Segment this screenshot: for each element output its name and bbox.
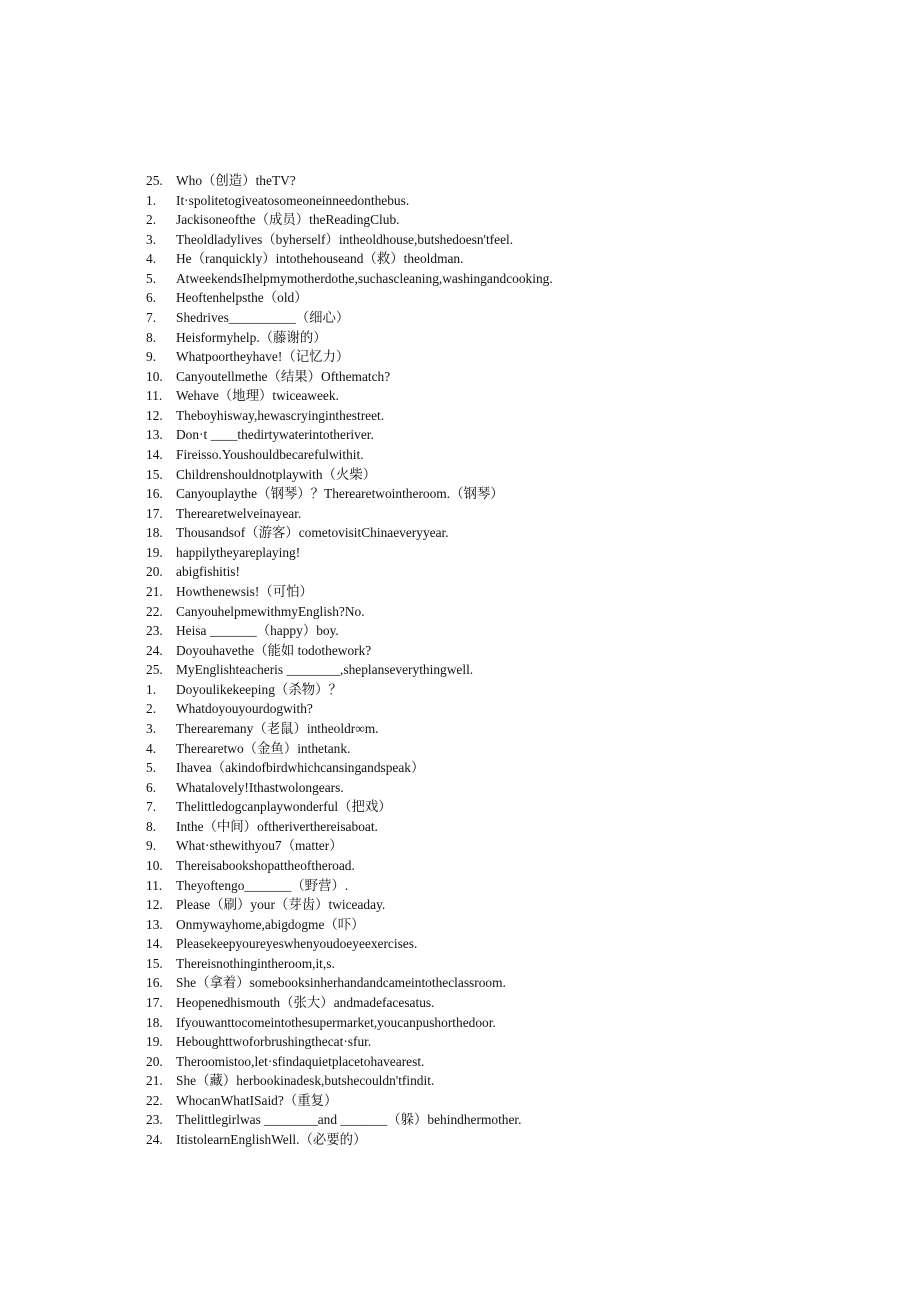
item-number: 22. (146, 603, 163, 619)
item-text: Wehave（地理）twiceaweek. (176, 388, 339, 404)
exercise-item (146, 741, 350, 757)
item-text: AtweekendsIhelpmymotherdothe,suchascleaning,washingandcooking. (176, 270, 553, 286)
exercise-item (146, 838, 343, 854)
exercise-item (146, 427, 374, 443)
exercise-item (146, 878, 348, 894)
item-number: 12. (146, 897, 163, 913)
item-number: 1. (146, 192, 157, 208)
item-text: Childrenshouldnotplaywith（火柴） (176, 466, 377, 482)
item-text: Onmywayhome,abigdogme（吓） (176, 916, 365, 932)
item-text: Please（刷）your（芽齿）twiceaday. (176, 897, 386, 913)
item-text: WhocanWhatISaid?（重复） (176, 1092, 338, 1108)
exercise-item (146, 271, 553, 287)
exercise-item (146, 467, 376, 483)
exercise-item (146, 232, 513, 248)
exercise-item (146, 721, 379, 737)
item-text: MyEnglishteacheris ________,sheplanseverythingwell. (176, 662, 474, 678)
item-text: Shedrives__________（细心） (176, 310, 350, 325)
item-number: 8. (146, 329, 157, 345)
item-number: 15. (146, 466, 163, 482)
item-text: Ihavea（akindofbirdwhichcansingandspeak） (176, 760, 425, 776)
item-number: 21. (146, 584, 163, 599)
exercise-item (146, 369, 390, 385)
item-number: 4. (146, 740, 157, 756)
item-text: She（藏）herbookinadesk,butshecouldn'tfindit. (176, 1073, 435, 1089)
item-number: 25. (146, 173, 163, 188)
item-text: Whatdoyouyourdogwith? (176, 701, 313, 717)
item-number: 14. (146, 447, 163, 462)
exercise-item (146, 623, 339, 639)
exercise-item (146, 1112, 522, 1128)
item-number: 5. (146, 270, 157, 286)
item-text: Theoldladylives（byherself）intheoldhouse,butshedoesn'tfeel. (176, 231, 514, 247)
item-text: Fireisso.Youshouldbecarefulwithit. (176, 447, 364, 462)
item-number: 25. (146, 662, 163, 678)
item-text: Thelittledogcanplaywonderful（把戏） (176, 799, 392, 815)
item-number: 16. (146, 486, 163, 502)
item-text: What·sthewithyou7（matter） (176, 838, 343, 854)
item-text: Thereisnothingintheroom,it,s. (176, 955, 335, 971)
item-text: Inthe（中间）oftheriverthereisaboat. (176, 818, 378, 834)
item-number: 3. (146, 721, 157, 736)
item-text: Heisformyhelp.（藤谢的） (176, 329, 327, 345)
item-text: Heisa _______（happy）boy. (176, 623, 339, 639)
item-text: She（拿着）somebooksinherhandandcameintotheclassroom. (176, 975, 506, 991)
item-text: Theroomistoo,let·sfindaquietplacetohavearest. (176, 1053, 425, 1069)
exercise-item (146, 760, 424, 776)
item-text: Jackisoneofthe（成员）theReadingClub. (176, 212, 400, 228)
item-text: Thelittlegirlwas ________and _______（躲）behindhermother. (176, 1112, 522, 1128)
item-number: 21. (146, 1073, 163, 1089)
exercise-item (146, 975, 506, 991)
item-text: He（ranquickly）intothehouseand（救）theoldman. (176, 251, 464, 267)
item-number: 15. (146, 955, 163, 971)
exercise-item (146, 349, 349, 365)
item-number: 9. (146, 349, 157, 365)
item-number: 17. (146, 994, 163, 1010)
exercise-item (146, 956, 335, 972)
item-text: Don·t ____thedirtywaterintotheriver. (176, 427, 374, 443)
exercise-item (146, 330, 327, 346)
exercise-item (146, 897, 385, 913)
item-number: 7. (146, 310, 157, 325)
exercise-item (146, 780, 344, 796)
item-text: Therearetwo（金鱼）inthetank. (176, 740, 351, 756)
exercise-item (146, 486, 504, 502)
item-number: 18. (146, 525, 163, 541)
item-number: 6. (146, 290, 157, 306)
item-number: 6. (146, 779, 157, 795)
item-number: 4. (146, 251, 157, 267)
item-text: Whatalovely!Ithastwolongears. (176, 779, 344, 795)
exercise-item (146, 701, 313, 717)
item-text: Therearetwelveinayear. (176, 505, 302, 521)
item-number: 19. (146, 544, 163, 560)
item-text: Heboughttwoforbrushingthecat·sfur. (176, 1034, 372, 1050)
item-text: abigfishitis! (176, 564, 240, 580)
item-number: 5. (146, 760, 157, 776)
item-number: 16. (146, 975, 163, 991)
exercise-item (146, 936, 417, 952)
item-number: 20. (146, 564, 163, 580)
item-text: Canyouplaythe（钢琴）？Therearetwointheroom.（钢琴） (176, 486, 504, 502)
item-number: 23. (146, 1112, 163, 1128)
item-number: 13. (146, 916, 163, 932)
exercise-item (146, 1034, 371, 1050)
item-number: 11. (146, 877, 163, 893)
exercise-item (146, 1073, 434, 1089)
exercise-item (146, 819, 378, 835)
item-text: Howthenewsis!（可怕） (176, 584, 313, 599)
item-number: 17. (146, 505, 163, 521)
exercise-item (146, 1054, 424, 1070)
item-number: 23. (146, 623, 163, 639)
item-number: 12. (146, 407, 163, 423)
item-text: Thereisabookshopattheoftheroad. (176, 858, 355, 873)
item-number: 24. (146, 1131, 163, 1147)
exercise-item (146, 212, 400, 228)
item-text: Whatpoortheyhave!（记忆力） (176, 349, 350, 365)
exercise-item (146, 995, 434, 1011)
item-number: 2. (146, 701, 157, 717)
item-text: Canyoutellmethe（结果）Ofthematch? (176, 368, 391, 384)
exercise-item (146, 447, 364, 463)
item-number: 13. (146, 427, 163, 443)
item-text: Theboyhisway,hewascryinginthestreet. (176, 407, 385, 423)
item-number: 11. (146, 388, 163, 404)
item-number: 7. (146, 799, 157, 815)
item-text: ItistolearnEnglishWell.（必要的） (176, 1131, 367, 1147)
exercise-item (146, 251, 463, 267)
item-text: Heopenedhismouth（张大）andmadefacesatus. (176, 994, 435, 1010)
item-number: 20. (146, 1053, 163, 1069)
exercise-item (146, 545, 300, 561)
exercise-item (146, 506, 301, 522)
item-number: 2. (146, 212, 157, 228)
exercise-item (146, 525, 449, 541)
exercise-item (146, 408, 384, 424)
item-number: 1. (146, 681, 157, 697)
item-number: 10. (146, 858, 163, 873)
item-number: 10. (146, 368, 163, 384)
item-text: It·spolitetogiveatosomeoneinneedonthebus. (176, 192, 410, 208)
exercise-item (146, 604, 365, 620)
exercise-item (146, 388, 339, 404)
item-text: Heoftenhelpsthe（old） (176, 290, 308, 306)
item-text: Theyoftengo_______（野营）. (176, 877, 349, 893)
exercise-item (146, 310, 349, 326)
exercise-item (146, 799, 392, 815)
item-number: 19. (146, 1034, 163, 1050)
exercise-item (146, 584, 313, 600)
item-text: Thousandsof（游客）cometovisitChinaeveryyear. (176, 525, 449, 541)
exercise-item (146, 858, 355, 874)
item-text: CanyouhelpmewithmyEnglish?No. (176, 603, 365, 619)
exercise-item (146, 643, 371, 659)
exercise-item (146, 682, 342, 698)
item-number: 3. (146, 231, 157, 247)
exercise-item (146, 564, 240, 580)
item-number: 22. (146, 1092, 163, 1108)
item-text: happilytheyareplaying! (176, 544, 301, 560)
item-number: 24. (146, 642, 163, 658)
exercise-item (146, 917, 365, 933)
item-text: Doyoulikekeeping（杀物）？ (176, 681, 342, 697)
item-number: 14. (146, 936, 163, 952)
exercise-item (146, 173, 296, 189)
exercise-item (146, 193, 409, 209)
item-number: 8. (146, 818, 157, 834)
item-text: Therearemany（老鼠）intheoldr∞m. (176, 721, 379, 736)
item-text: Who（创造）theTV? (176, 173, 296, 188)
exercise-item (146, 662, 473, 678)
exercise-item (146, 1015, 496, 1031)
item-number: 18. (146, 1014, 163, 1030)
exercise-item (146, 290, 308, 306)
item-text: Doyouhavethe（能如 todothework? (176, 642, 372, 658)
item-text: Ifyouwanttocomeintothesupermarket,youcanpushorthedoor. (176, 1014, 496, 1030)
item-text: Pleasekeepyoureyeswhenyoudoeyeexercises. (176, 936, 418, 952)
exercise-item (146, 1093, 337, 1109)
item-number: 9. (146, 838, 157, 854)
exercise-item (146, 1132, 366, 1148)
